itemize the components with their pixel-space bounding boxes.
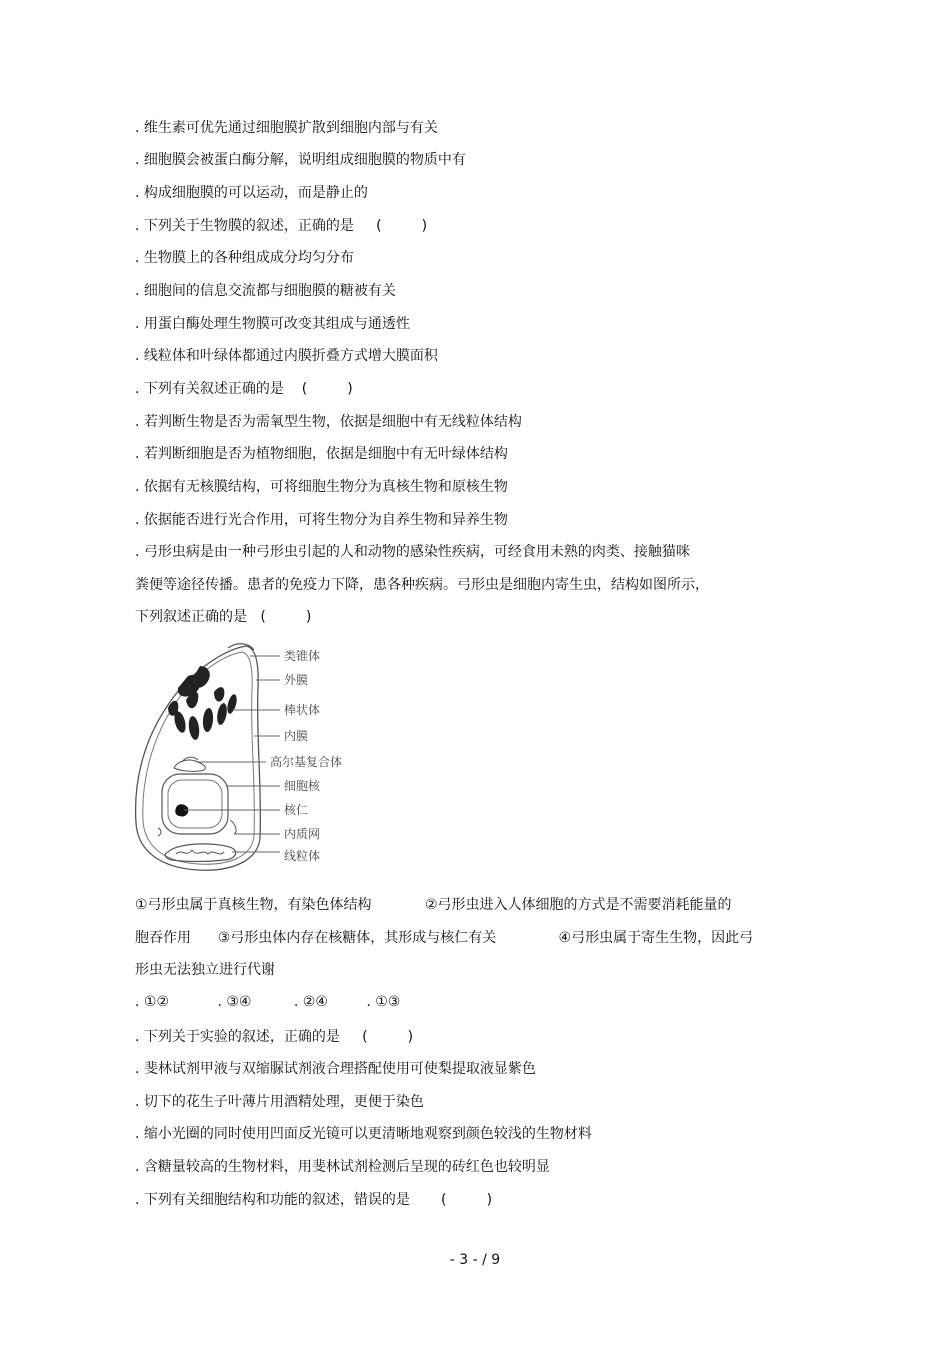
choice-line: . 斐林试剂甲液与双缩脲试剂液合理搭配使用可使梨提取液显紫色 bbox=[135, 1061, 536, 1077]
choice-line: . 切下的花生子叶薄片用酒精处理，更便于染色 bbox=[135, 1094, 424, 1110]
statement-line: 形虫无法独立进行代谢 bbox=[135, 962, 275, 978]
label-outer-membrane: 外膜 bbox=[284, 673, 309, 687]
label-er: 内质网 bbox=[284, 827, 321, 841]
label-inner-membrane: 内膜 bbox=[284, 729, 309, 743]
choice-line: . 缩小光圈的同时使用凹面反光镜可以更清晰地观察到颜色较浅的生物材料 bbox=[135, 1126, 592, 1142]
label-golgi: 高尔基复合体 bbox=[270, 755, 343, 769]
question-stem: . 下列关于实验的叙述，正确的是 ( ) bbox=[135, 1029, 414, 1045]
choice-line: . 细胞间的信息交流都与细胞膜的糖被有关 bbox=[135, 283, 396, 299]
choice-line: . 线粒体和叶绿体都通过内膜折叠方式增大膜面积 bbox=[135, 348, 438, 364]
choice-line: . 依据有无核膜结构，可将细胞生物分为真核生物和原核生物 bbox=[135, 479, 508, 495]
option-d: . ①③ bbox=[366, 994, 401, 1010]
statement-line: 胞吞作用 ③弓形虫体内存在核糖体，其形成与核仁有关 ④弓形虫属于寄生生物，因此弓 bbox=[135, 930, 754, 946]
page-number: - 3 - / 9 bbox=[449, 1252, 501, 1268]
text-line: . 维生素可优先通过细胞膜扩散到细胞内部与有关 bbox=[135, 120, 438, 136]
question-stem: . 下列有关叙述正确的是 ( ) bbox=[135, 381, 353, 397]
label-conoid: 类锥体 bbox=[284, 649, 321, 663]
option-a: . ①② bbox=[135, 994, 170, 1010]
statement-line: ①弓形虫属于真核生物，有染色体结构 ②弓形虫进入人体细胞的方式是不需要消耗能量的 bbox=[135, 897, 732, 913]
choice-line: . 生物膜上的各种组成成分均匀分布 bbox=[135, 250, 354, 266]
label-nucleus: 细胞核 bbox=[284, 779, 321, 793]
question-stem: . 下列有关细胞结构和功能的叙述，错误的是 ( ) bbox=[135, 1192, 493, 1208]
option-c: . ②④ bbox=[293, 994, 328, 1010]
label-rhoptry: 棒状体 bbox=[284, 703, 321, 717]
choice-line: . 依据能否进行光合作用，可将生物分为自养生物和异养生物 bbox=[135, 512, 508, 528]
text-line: . 细胞膜会被蛋白酶分解，说明组成细胞膜的物质中有 bbox=[135, 152, 466, 168]
choice-line: . 用蛋白酶处理生物膜可改变其组成与通透性 bbox=[135, 316, 410, 332]
label-nucleolus: 核仁 bbox=[284, 803, 309, 817]
text-line: . 构成细胞膜的可以运动，而是静止的 bbox=[135, 185, 368, 201]
question-stem: . 弓形虫病是由一种弓形虫引起的人和动物的感染性疾病，可经食用未熟的肉类、接触猫咪 bbox=[135, 544, 690, 560]
choice-line: . 若判断细胞是否为植物细胞，依据是细胞中有无叶绿体结构 bbox=[135, 446, 508, 462]
choice-line: . 若判断生物是否为需氧型生物，依据是细胞中有无线粒体结构 bbox=[135, 414, 522, 430]
question-stem: 下列叙述正确的是 ( ) bbox=[135, 609, 312, 625]
answer-options bbox=[135, 993, 400, 1011]
question-stem: . 下列关于生物膜的叙述，正确的是 ( ) bbox=[135, 218, 428, 234]
option-b: . ③④ bbox=[217, 994, 252, 1010]
label-mitochondrion: 线粒体 bbox=[284, 849, 321, 863]
choice-line: . 含糖量较高的生物材料，用斐林试剂检测后呈现的砖红色也较明显 bbox=[135, 1159, 550, 1175]
question-stem: 粪便等途径传播。患者的免疫力下降，患各种疾病。弓形虫是细胞内寄生虫，结构如图所示， bbox=[135, 577, 709, 593]
toxoplasma-diagram bbox=[128, 638, 458, 883]
